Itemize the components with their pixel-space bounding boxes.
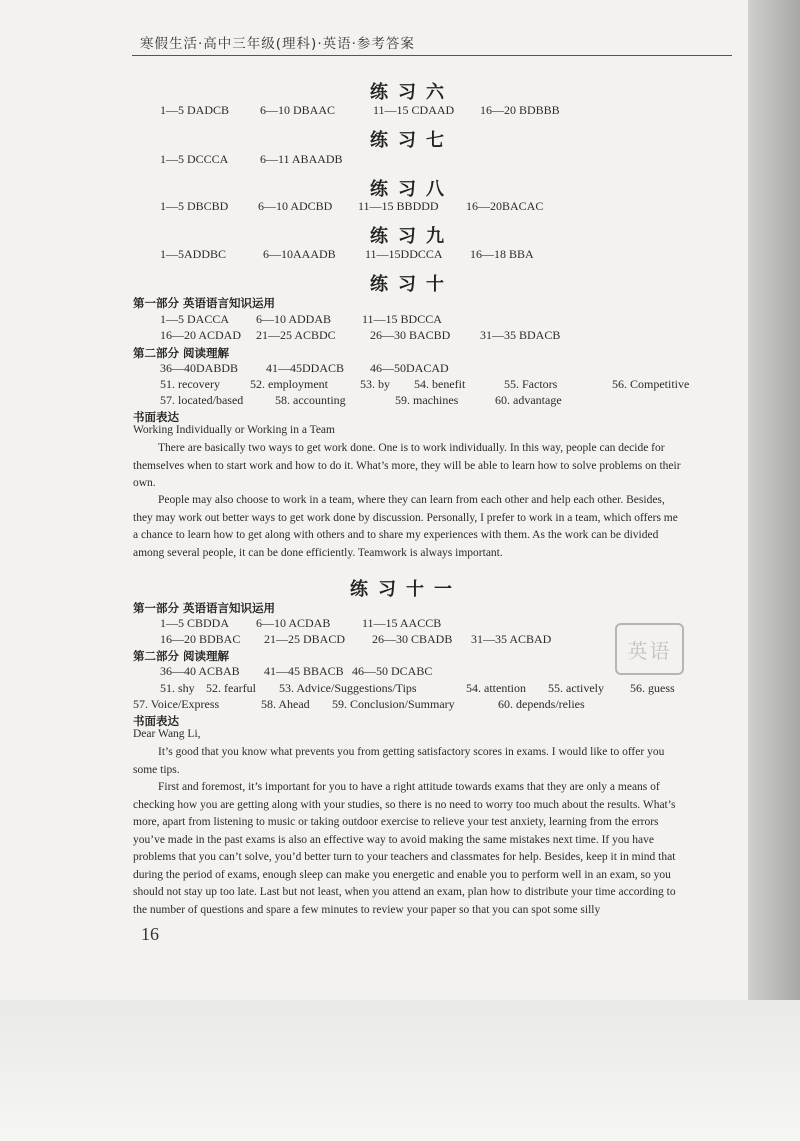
part-heading: 第二部分 阅读理解: [133, 649, 230, 663]
answer-group: 6—11 ABAADB: [260, 152, 343, 166]
answer-group: 41—45 BBACB: [264, 664, 344, 678]
answer-group: 1—5 DBCBD: [160, 199, 229, 213]
answer-row: [160, 328, 560, 343]
answer-group: 1—5 DACCA: [160, 312, 230, 326]
answer-row: [160, 361, 449, 376]
answer-group: 58. accounting: [275, 393, 346, 407]
letter-greeting: Dear Wang Li,: [133, 728, 201, 740]
answer-group: 16—20BACAC: [466, 199, 544, 213]
answer-group: 31—35 BDACB: [480, 328, 561, 342]
essay-title: Working Individually or Working in a Team: [133, 424, 335, 436]
answer-group: 21—25 ACBDC: [256, 328, 336, 342]
answer-group: 55. actively: [548, 681, 604, 695]
answer-group: 57. located/based: [160, 393, 244, 407]
answer-group: 57. Voice/Express: [133, 697, 220, 711]
page-number: 16: [141, 924, 159, 944]
answer-group: 16—20 ACDAD: [160, 328, 242, 342]
answer-group: 54. benefit: [414, 377, 466, 391]
answer-group: 11—15 BBDDD: [358, 199, 439, 213]
answer-group: 6—10 ACDAB: [256, 616, 331, 630]
essay-paragraph: There are basically two ways to get work done. One is to work individually. In this way, people can decide for themselves when to start work and how to do it. What’s more, they will be able to learn how to solve problems on their own.: [133, 442, 681, 489]
answer-group: 6—10 DBAAC: [260, 103, 336, 117]
answer-group: 60. depends/relies: [498, 697, 585, 711]
section-title-ex10: 练习十: [370, 274, 454, 295]
answer-group: 46—50 DCABC: [352, 664, 433, 678]
answer-group: 16—20 BDBAC: [160, 632, 241, 646]
answer-group: 54. attention: [466, 681, 526, 695]
answer-group: 11—15 CDAAD: [373, 103, 455, 117]
section-title-ex7: 练习七: [370, 130, 454, 151]
part-heading: 第一部分 英语语言知识运用: [133, 296, 276, 310]
answer-group: 53. Advice/Suggestions/Tips: [279, 681, 417, 695]
answer-group: 16—20 BDBBB: [480, 103, 560, 117]
answer-row-ex7: [160, 152, 343, 167]
answer-group: 58. Ahead: [261, 697, 310, 711]
answer-group: 51. recovery: [160, 377, 220, 391]
answer-row-ex8: [160, 199, 543, 214]
answer-group: 56. guess: [630, 681, 675, 695]
answer-row: [133, 697, 585, 712]
answer-group: 21—25 DBACD: [264, 632, 346, 646]
answer-group: 6—10AAADB: [263, 247, 336, 261]
answer-group: 59. machines: [395, 393, 459, 407]
part-heading: 第一部分 英语语言知识运用: [133, 601, 276, 615]
answer-group: 6—10 ADDAB: [256, 312, 332, 326]
answer-group: 26—30 BACBD: [370, 328, 451, 342]
answer-group: 11—15DDCCA: [365, 247, 443, 261]
answer-row: [160, 632, 551, 647]
section-title-ex8: 练习八: [370, 179, 454, 200]
answer-group: 53. by: [360, 377, 390, 391]
answer-row-ex6: [160, 103, 560, 118]
section-title-ex9: 练习九: [370, 226, 454, 247]
answer-group: 1—5ADDBC: [160, 247, 227, 261]
writing-heading: 书面表达: [133, 410, 179, 424]
answer-group: 52. employment: [250, 377, 328, 391]
answer-row-ex9: [160, 247, 534, 262]
answer-group: 56. Competitive: [612, 377, 690, 391]
answer-row: [160, 616, 441, 631]
answer-group: 1—5 DCCCA: [160, 152, 229, 166]
section-title-ex6: 练习六: [370, 82, 454, 103]
writing-heading: 书面表达: [133, 714, 179, 728]
letter-paragraph: First and foremost, it’s important for you to have a right attitude towards exams that they are only a means of checking how you are getting along with your studies, so there is no need to worry too much about the results. What’s more, apart from listening to music or taking outdoor exercise to relieve your test anxiety, learning from the errors you’ve made in the past exams is also an effective way to avoid making the same mistakes next time. If you have problems that you can’t solve, you’d better turn to your teachers and classmates for help. Besides, keep it in mind that during the period of exams, enough sleep can make you energetic and enable you to perform well in an exam, so you should not stay up too late. Last but not least, when you attend an exam, plan how to distribute your time according to the number of questions and spare a few minutes to review your paper so that you can spot some silly: [133, 781, 676, 916]
answer-group: 60. advantage: [495, 393, 562, 407]
subject-stamp: 英语: [615, 623, 684, 675]
answer-row: [160, 664, 432, 679]
answer-row: [160, 377, 689, 392]
page-edge-shadow: [748, 0, 800, 1000]
answer-group: 59. Conclusion/Summary: [332, 697, 455, 711]
part-heading: 第二部分 阅读理解: [133, 346, 230, 360]
header-rule: [132, 55, 732, 56]
answer-row: [160, 393, 562, 408]
section-title-ex11: 练习十一: [350, 579, 462, 600]
answer-row: [160, 312, 442, 327]
answer-group: 46—50DACAD: [370, 361, 449, 375]
answer-group: 55. Factors: [504, 377, 558, 391]
answer-row: [160, 681, 675, 696]
answer-group: 52. fearful: [206, 681, 256, 695]
answer-group: 51. shy: [160, 681, 195, 695]
letter-paragraph: It’s good that you know what prevents you from getting satisfactory scores in exams. I would like to offer you some tips.: [133, 746, 665, 776]
answer-group: 6—10 ADCBD: [258, 199, 333, 213]
answer-group: 31—35 ACBAD: [471, 632, 552, 646]
answer-group: 16—18 BBA: [470, 247, 534, 261]
answer-group: 11—15 BDCCA: [362, 312, 442, 326]
answer-group: 1—5 CBDDA: [160, 616, 230, 630]
answer-group: 11—15 AACCB: [362, 616, 442, 630]
answer-group: 41—45DDACB: [266, 361, 345, 375]
answer-group: 26—30 CBADB: [372, 632, 453, 646]
answer-group: 1—5 DADCB: [160, 103, 230, 117]
answer-group: 36—40DABDB: [160, 361, 239, 375]
essay-paragraph: People may also choose to work in a team, where they can learn from each other and help each other. Besides, they may work out better ways to get work done by discussion. Personally, I prefer to work in a team, which offers me a chance to learn how to get along with others and to share my experiences with them. As the work can be divided among several people, it can be done efficiently. Teamwork is always important.: [133, 494, 678, 559]
running-header: 寒假生活·高中三年级(理科)·英语·参考答案: [140, 36, 415, 52]
scan-background: [0, 1000, 800, 1141]
answer-group: 36—40 ACBAB: [160, 664, 240, 678]
